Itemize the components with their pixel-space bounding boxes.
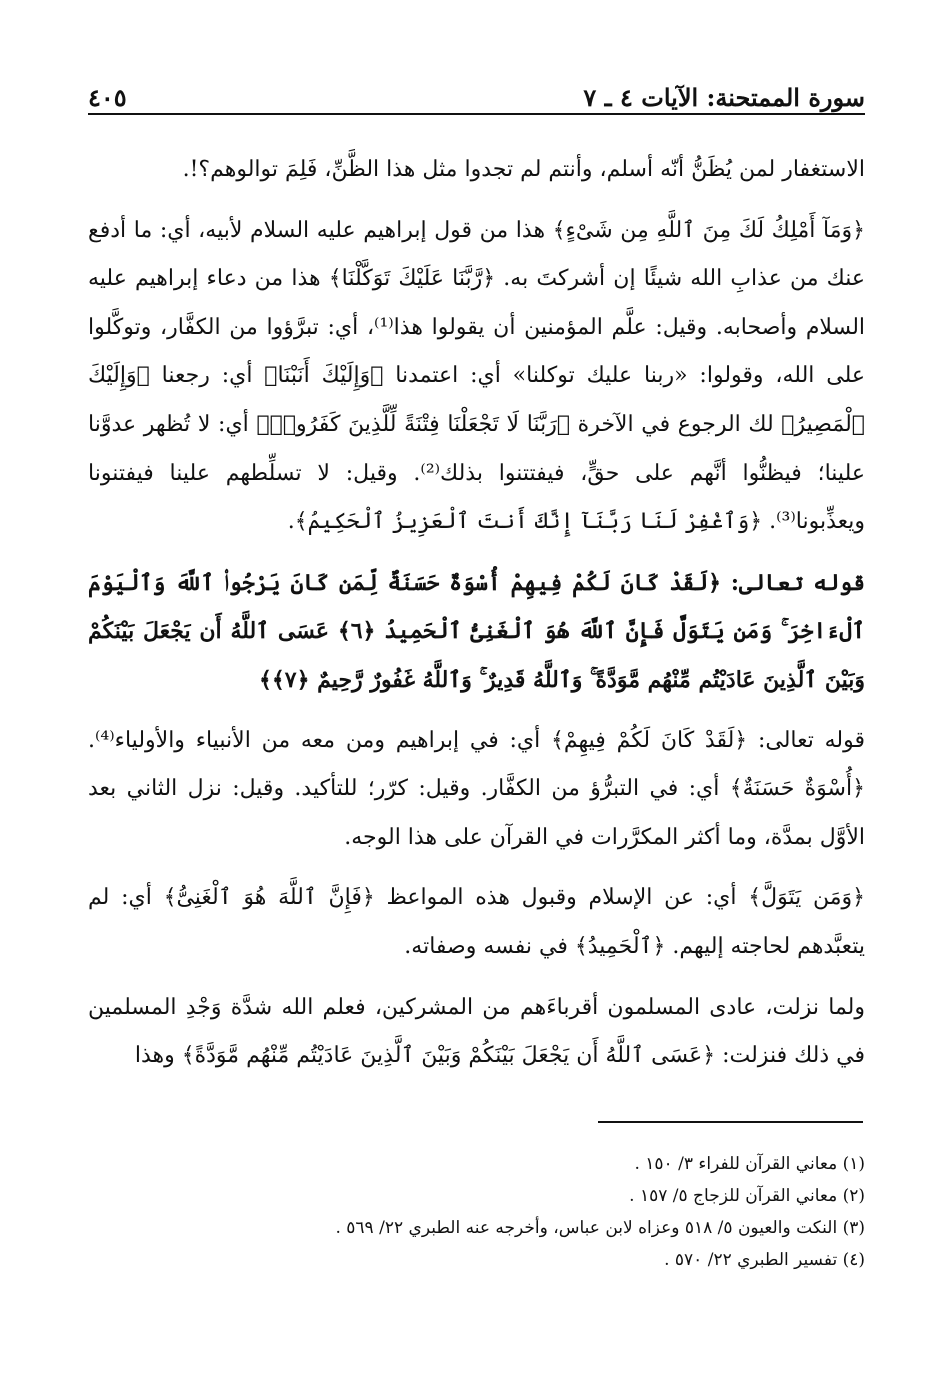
page-header <box>88 72 865 112</box>
paragraph-1: الاستغفار لمن يُظَنُّ أنّه أسلم، وأنتم لم تجدوا مثل هذا الظَّنِّ، فَلِمَ توالوهم؟!. <box>182 157 865 182</box>
paragraph-5: ﴿وَمَن يَتَوَلَّ﴾ أي: عن الإسلام وقبول هذه المواعظ ﴿فَإِنَّ ٱللَّهَ هُوَ ٱلْغَنِىُّ﴾ أي: لم يتعبَّدهم لحاجته إليهم. ﴿ٱلْحَمِيدُ﴾ في نفسه وصفاته. <box>88 885 865 959</box>
verse-heading: قوله تعالى: ﴿لَقَدْ كَانَ لَكُمْ فِيهِمْ أُسْوَةٌ حَسَنَةٌ لِّمَن كَانَ يَرْجُوا۟ ٱللَّهَ وَٱلْيَوْمَ ٱلْءَاخِرَ ۚ وَمَن يَتَوَلَّ فَإِنَّ ٱللَّهَ هُوَ ٱلْغَنِىُّ ٱلْحَمِيدُ ﴿٦﴾ عَسَى ٱللَّهُ أَن يَجْعَلَ بَيْنَكُمْ وَبَيْنَ ٱلَّذِينَ عَادَيْتُم مِّنْهُم مَّوَدَّةً ۚ وَٱللَّهُ قَدِيرٌ ۚ وَٱللَّهُ غَفُورٌ رَّحِيمٌ ﴿٧﴾﴾ <box>88 569 865 693</box>
paragraph-4: قوله تعالى: ﴿لَقَدْ كَانَ لَكُمْ فِيهِمْ﴾ أي: في إبراهيم ومن معه من الأنبياء والأولياء⁽⁴⁾. ﴿أُسْوَةٌ حَسَنَةٌ﴾ أي: في التبرُّؤ من الكفَّار. وقيل: كرّر؛ للتأكيد. وقيل: نزل الثاني بعد الأوَّل بمدَّة، وما أكثر المكرَّرات في القرآن على هذا الوجه. <box>88 727 865 850</box>
footnote-divider <box>598 1121 863 1123</box>
page-number: ٤٠٥ <box>88 83 127 112</box>
surah-title: سورة الممتحنة: الآيات ٤ ـ ٧ <box>583 83 865 112</box>
paragraph-2: ﴿وَمَآ أَمْلِكُ لَكَ مِنَ ٱللَّهِ مِن شَىْءٍ﴾ هذا من قول إبراهيم عليه السلام لأبيه، أي: ما أدفع عنك من عذابِ الله شيئًا إن أشركتَ به. ﴿رَّبَّنَا عَلَيْكَ تَوَكَّلْنَا﴾ هذا من دعاء إبراهيم عليه السلام وأصحابه. وقيل: علَّم المؤمنين أن يقولوا هذا⁽¹⁾، أي: تبرَّؤوا من الكفَّار، وتوكَّلوا على الله، وقولوا: «ربنا عليك توكلنا» أي: اعتمدنا ﴿وَإِلَيْكَ أَنَبْنَا﴾ أي: رجعنا ﴿وَإِلَيْكَ ٱلْمَصِيرُ﴾ لك الرجوع في الآخرة ﴿رَبَّنَا لَا تَجْعَلْنَا فِتْنَةً لِّلَّذِينَ كَفَرُوا۟﴾ أي: لا تُظهر عدوَّنا علينا؛ فيظنُّوا أنَّهم على حقٍّ، فيفتتنوا بذلك⁽²⁾. وقيل: لا تسلِّطهم علينا فيفتنونا ويعذِّبونا⁽³⁾. ﴿وَٱغْفِرْ لَنَا رَبَّنَآ إِنَّكَ أَنتَ ٱلْعَزِيزُ ٱلْحَكِيمُ﴾. <box>88 217 866 535</box>
footnotes <box>88 1148 865 1276</box>
paragraph-6: ولما نزلت، عادى المسلمون أقرباءَهم من المشركين، فعلم الله شدَّة وَجْدِ المسلمين في ذلك فنزلت: ﴿عَسَى ٱللَّهُ أَن يَجْعَلَ بَيْنَكُمْ وَبَيْنَ ٱلَّذِينَ عَادَيْتُم مِّنْهُم مَّوَدَّةً﴾ وهذا <box>88 994 865 1069</box>
footnote-4: (٤) تفسير الطبري ٢٢/ ٥٧٠ . <box>664 1250 865 1270</box>
footnote-3: (٣) النكت والعيون ٥/ ٥١٨ وعزاه لابن عباس، وأخرجه عنه الطبري ٢٢/ ٥٦٩ . <box>335 1218 865 1238</box>
page-body <box>88 146 865 1093</box>
header-divider <box>88 113 865 115</box>
footnote-2: (٢) معاني القرآن للزجاج ٥/ ١٥٧ . <box>629 1186 865 1206</box>
footnote-1: (١) معاني القرآن للفراء ٣/ ١٥٠ . <box>634 1154 865 1174</box>
